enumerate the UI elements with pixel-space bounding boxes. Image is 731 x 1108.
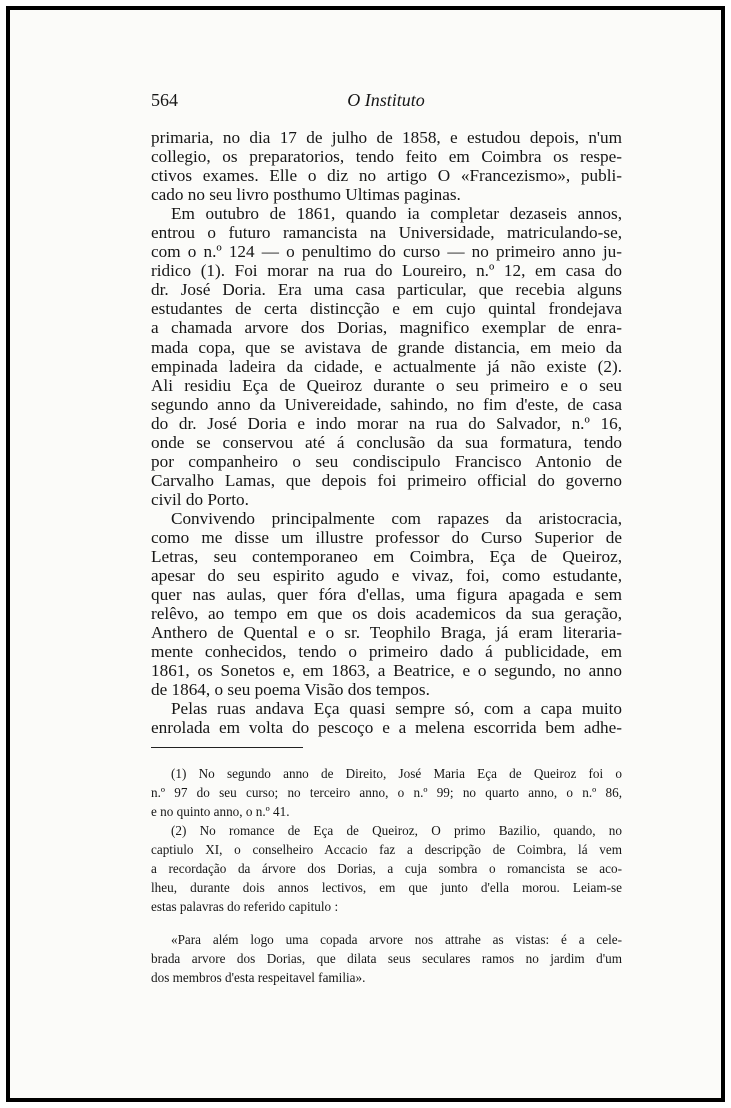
body-line: ctivos exames. Elle o diz no artigo O «Francezismo», publi- (151, 166, 622, 186)
body-line: de 1864, o seu poema Visão dos tempos. (151, 680, 430, 700)
body-line: 1861, os Sonetos e, em 1863, a Beatrice, e o segundo, no anno (151, 661, 622, 681)
body-line: Anthero de Quental e o sr. Teophilo Braga, já eram literaria- (151, 623, 622, 643)
body-line: Carvalho Lamas, que depois foi primeiro official do governo (151, 470, 622, 490)
body-line: Pelas ruas andava Eça quasi sempre só, com a capa muito (171, 699, 622, 719)
body-line: cado no seu livro posthumo Ultimas paginas. (151, 185, 461, 205)
body-line: quer nas aulas, quer fóra d'ellas, uma figura apagada e sem (151, 585, 622, 605)
body-line: do dr. José Doria e indo morar na rua do Salvador, n.º 16, (151, 413, 622, 433)
body-line: mente conhecidos, tendo o primeiro dado á publicidade, em (151, 642, 622, 662)
body-line: como me disse um illustre professor do Curso Superior de (151, 527, 622, 547)
footnote-gap (151, 918, 622, 932)
body-line: mada copa, que se avistava de grande distancia, em meio da (151, 337, 622, 357)
body-line: Letras, seu contemporaneo em Coimbra, Eça de Queiroz, (151, 547, 622, 567)
body-line: Em outubro de 1861, quando ia completar dezaseis annos, (171, 204, 622, 224)
footnote-line: e no quinto anno, o n.º 41. (151, 804, 290, 820)
body-text (151, 128, 622, 738)
footnote-line: lheu, durante dois annos lectivos, em que junto d'ella morou. Leiam-se (151, 880, 622, 896)
body-line: estudantes de certa distincção e em cujo quintal frondejava (151, 299, 622, 319)
body-line: civil do Porto. (151, 489, 249, 509)
running-title: O Instituto (347, 90, 425, 110)
footnote-rule (151, 747, 303, 748)
footnote-line: «Para além logo uma copada arvore nos attrahe as vistas: é a cele- (171, 932, 622, 948)
body-line: collegio, os preparatorios, tendo feito em Coimbra os respe- (151, 147, 622, 167)
body-line: primaria, no dia 17 de julho de 1858, e estudou depois, n'um (151, 128, 622, 147)
body-line: apesar do seu espirito agudo e vivaz, foi, como estudante, (151, 566, 622, 586)
body-line: dr. José Doria. Era uma casa particular, que recebia alguns (151, 280, 622, 300)
footnote-line: (2) No romance de Eça de Queiroz, O primo Bazilio, quando, no (171, 823, 622, 839)
body-line: Convivendo principalmente com rapazes da aristocracia, (171, 508, 622, 528)
footnote-line: brada arvore dos Dorias, que dilata seus seculares ramos no jardim d'um (151, 951, 622, 967)
body-line: por companheiro o seu condiscipulo Francisco Antonio de (151, 451, 622, 471)
footnote-line: estas palavras do referido capitulo : (151, 899, 339, 915)
footnote-line: dos membros d'esta respeitavel familia». (151, 970, 366, 986)
body-line: segundo anno da Univereidade, sahindo, no fim d'este, de casa (151, 394, 622, 414)
footnote-line: a recordação da árvore dos Dorias, a cuja sombra o romancista se aco- (151, 861, 622, 877)
body-line: ridico (1). Foi morar na rua do Loureiro, n.º 12, em casa do (151, 261, 622, 281)
footnotes (151, 766, 622, 990)
body-line: com o n.º 124 — o penultimo do curso — no primeiro anno ju- (151, 242, 622, 262)
body-line: enrolada em volta do pescoço e a melena escorrida bem adhe- (151, 718, 622, 738)
footnote-line: captiulo XI, o conselheiro Accacio faz a descripção de Coimbra, lá vem (151, 842, 622, 858)
body-line: empinada ladeira da cidade, e actualmente já não existe (2). (151, 356, 622, 376)
body-line: a chamada arvore dos Dorias, magnifico exemplar de enra- (151, 318, 622, 338)
footnote-line: n.º 97 do seu curso; no terceiro anno, o n.º 99; no quarto anno, o n.º 86, (151, 785, 622, 801)
page-number: 564 (151, 90, 178, 110)
page-header (151, 86, 621, 116)
body-line: onde se conservou até á conclusão da sua formatura, tendo (151, 432, 622, 452)
body-line: entrou o futuro ramancista na Universidade, matriculando-se, (151, 223, 622, 243)
body-line: Ali residiu Eça de Queiroz durante o seu primeiro e o seu (151, 375, 622, 395)
footnote-line: (1) No segundo anno de Direito, José Maria Eça de Queiroz foi o (171, 766, 622, 781)
body-line: relêvo, ao tempo em que os dois academicos da sua geração, (151, 604, 622, 624)
